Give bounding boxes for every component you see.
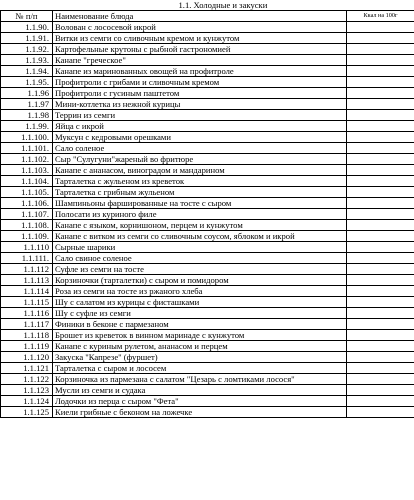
menu-table-body (1, 0, 414, 418)
item-name: Брошет из креветок в винном маринаде с кунжутом (53, 330, 347, 341)
item-number: 1.1.102. (1, 154, 53, 165)
table-row (1, 176, 414, 187)
table-row (1, 407, 414, 418)
item-name: Яйца с икрой (53, 121, 347, 132)
item-name: Сало соленое (53, 143, 347, 154)
table-row (1, 110, 414, 121)
item-kcal (347, 341, 414, 352)
item-name: Тарталетка с сыром и лососем (53, 363, 347, 374)
item-name: Сырные шарики (53, 242, 347, 253)
item-kcal (347, 242, 414, 253)
table-row (1, 352, 414, 363)
item-number: 1.1.122 (1, 374, 53, 385)
item-kcal (347, 231, 414, 242)
item-number: 1.1.106. (1, 198, 53, 209)
section-title-row (1, 0, 414, 11)
table-row (1, 209, 414, 220)
table-row (1, 385, 414, 396)
item-kcal (347, 220, 414, 231)
item-number: 1.1.116 (1, 308, 53, 319)
table-row (1, 297, 414, 308)
item-name: Финики в беконе с пармезаном (53, 319, 347, 330)
item-number: 1.1.105. (1, 187, 53, 198)
item-name: Закуска "Капрезе" (фуршет) (53, 352, 347, 363)
table-row (1, 198, 414, 209)
item-name: Тарталетка с грибным жульеном (53, 187, 347, 198)
item-name: Мини-котлетка из нежной курицы (53, 99, 347, 110)
item-kcal (347, 165, 414, 176)
item-kcal (347, 198, 414, 209)
item-number: 1.1.101. (1, 143, 53, 154)
table-row (1, 396, 414, 407)
item-kcal (347, 143, 414, 154)
item-kcal (347, 88, 414, 99)
item-number: 1.1.114 (1, 286, 53, 297)
table-row (1, 231, 414, 242)
item-name: Киели грибные с беконом на ложечке (53, 407, 347, 418)
table-row (1, 363, 414, 374)
item-name: Канапе из маринованных овощей на профитроле (53, 66, 347, 77)
item-kcal (347, 275, 414, 286)
item-number: 1.1.113 (1, 275, 53, 286)
table-row (1, 44, 414, 55)
item-kcal (347, 385, 414, 396)
item-number: 1.1.125 (1, 407, 53, 418)
item-kcal (347, 132, 414, 143)
table-row (1, 22, 414, 33)
table-row (1, 264, 414, 275)
item-number: 1.1.111. (1, 253, 53, 264)
item-kcal (347, 187, 414, 198)
item-name: Корзиночка из пармезана с салатом "Цезарь с ломтиками лосося" (53, 374, 347, 385)
item-kcal (347, 99, 414, 110)
item-name: Профитроли с грибами и сливочным кремом (53, 77, 347, 88)
item-number: 1.1.123 (1, 385, 53, 396)
item-number: 1.1.103. (1, 165, 53, 176)
item-name: Шу с суфле из семги (53, 308, 347, 319)
item-name: Канапе с куриным рулетом, ананасом и перцем (53, 341, 347, 352)
item-number: 1.1.96 (1, 88, 53, 99)
item-kcal (347, 44, 414, 55)
item-name: Волован с лососевой икрой (53, 22, 347, 33)
item-number: 1.1.119 (1, 341, 53, 352)
item-number: 1.1.107. (1, 209, 53, 220)
section-title-blank-cell (1, 0, 53, 11)
item-kcal (347, 407, 414, 418)
item-number: 1.1.118 (1, 330, 53, 341)
table-row (1, 99, 414, 110)
item-number: 1.1.120 (1, 352, 53, 363)
table-row (1, 88, 414, 99)
item-kcal (347, 297, 414, 308)
column-header-name: Наименование блюда (53, 11, 347, 22)
item-kcal (347, 121, 414, 132)
item-kcal (347, 363, 414, 374)
item-number: 1.1.124 (1, 396, 53, 407)
table-row (1, 154, 414, 165)
item-name: Полосати из куриного филе (53, 209, 347, 220)
item-number: 1.1.110 (1, 242, 53, 253)
table-row (1, 308, 414, 319)
item-kcal (347, 352, 414, 363)
column-header-number: № п/п (1, 11, 53, 22)
item-kcal (347, 286, 414, 297)
item-kcal (347, 176, 414, 187)
section-title: 1.1. Холодные и закуски (53, 0, 414, 11)
column-header-row (1, 11, 414, 22)
item-kcal (347, 77, 414, 88)
item-kcal (347, 374, 414, 385)
table-row (1, 286, 414, 297)
item-name: Канапе с ананасом, виноградом и мандарином (53, 165, 347, 176)
item-name: Мусли из семги и судака (53, 385, 347, 396)
table-row (1, 132, 414, 143)
table-row (1, 330, 414, 341)
table-row (1, 220, 414, 231)
item-kcal (347, 264, 414, 275)
item-kcal (347, 308, 414, 319)
table-row (1, 55, 414, 66)
item-kcal (347, 110, 414, 121)
table-row (1, 66, 414, 77)
table-row (1, 275, 414, 286)
item-name: Канапе с витком из семги со сливочным соусом, яблоком и икрой (53, 231, 347, 242)
item-number: 1.1.112 (1, 264, 53, 275)
item-name: Лодочки из перца с сыром "Фета" (53, 396, 347, 407)
item-kcal (347, 55, 414, 66)
item-number: 1.1.92. (1, 44, 53, 55)
item-number: 1.1.99. (1, 121, 53, 132)
item-name: Канапе "греческое" (53, 55, 347, 66)
table-row (1, 187, 414, 198)
item-name: Террин из семги (53, 110, 347, 121)
item-number: 1.1.97 (1, 99, 53, 110)
item-number: 1.1.94. (1, 66, 53, 77)
table-row (1, 33, 414, 44)
item-number: 1.1.117 (1, 319, 53, 330)
item-name: Сало свиное соленое (53, 253, 347, 264)
item-name: Суфле из семги на тосте (53, 264, 347, 275)
table-row (1, 165, 414, 176)
item-name: Сыр "Сулугуни"жареный во фритюре (53, 154, 347, 165)
item-kcal (347, 330, 414, 341)
item-number: 1.1.91. (1, 33, 53, 44)
table-row (1, 121, 414, 132)
item-name: Профитроли с гусиным паштетом (53, 88, 347, 99)
item-kcal (347, 22, 414, 33)
item-number: 1.1.95. (1, 77, 53, 88)
item-name: Канапе с языком, корнишоном, перцем и кунжутом (53, 220, 347, 231)
table-row (1, 253, 414, 264)
item-kcal (347, 396, 414, 407)
item-name: Витки из семги со сливочным кремом и кунжутом (53, 33, 347, 44)
item-kcal (347, 66, 414, 77)
table-row (1, 341, 414, 352)
item-name: Муксун с кедровыми орешками (53, 132, 347, 143)
item-number: 1.1.121 (1, 363, 53, 374)
item-kcal (347, 319, 414, 330)
item-number: 1.1.100. (1, 132, 53, 143)
item-number: 1.1.104. (1, 176, 53, 187)
item-name: Картофельные крутоны с рыбной гастрономией (53, 44, 347, 55)
item-name: Корзиночки (тарталетки) с сыром и помидором (53, 275, 347, 286)
table-row (1, 77, 414, 88)
table-row (1, 143, 414, 154)
table-row (1, 374, 414, 385)
item-number: 1.1.90. (1, 22, 53, 33)
item-number: 1.1.98 (1, 110, 53, 121)
item-kcal (347, 154, 414, 165)
table-row (1, 319, 414, 330)
table-row (1, 242, 414, 253)
item-number: 1.1.93. (1, 55, 53, 66)
item-name: Шампиньоны фаршированные на тосте с сыром (53, 198, 347, 209)
item-name: Тарталетка с жульеном из креветок (53, 176, 347, 187)
item-number: 1.1.109. (1, 231, 53, 242)
item-name: Шу с салатом из курицы с фисташками (53, 297, 347, 308)
column-header-kcal: Ккал на 100г (347, 11, 414, 22)
item-kcal (347, 209, 414, 220)
item-number: 1.1.108. (1, 220, 53, 231)
item-kcal (347, 253, 414, 264)
item-number: 1.1.115 (1, 297, 53, 308)
item-kcal (347, 33, 414, 44)
item-name: Роза из семги на тосте из ржаного хлеба (53, 286, 347, 297)
